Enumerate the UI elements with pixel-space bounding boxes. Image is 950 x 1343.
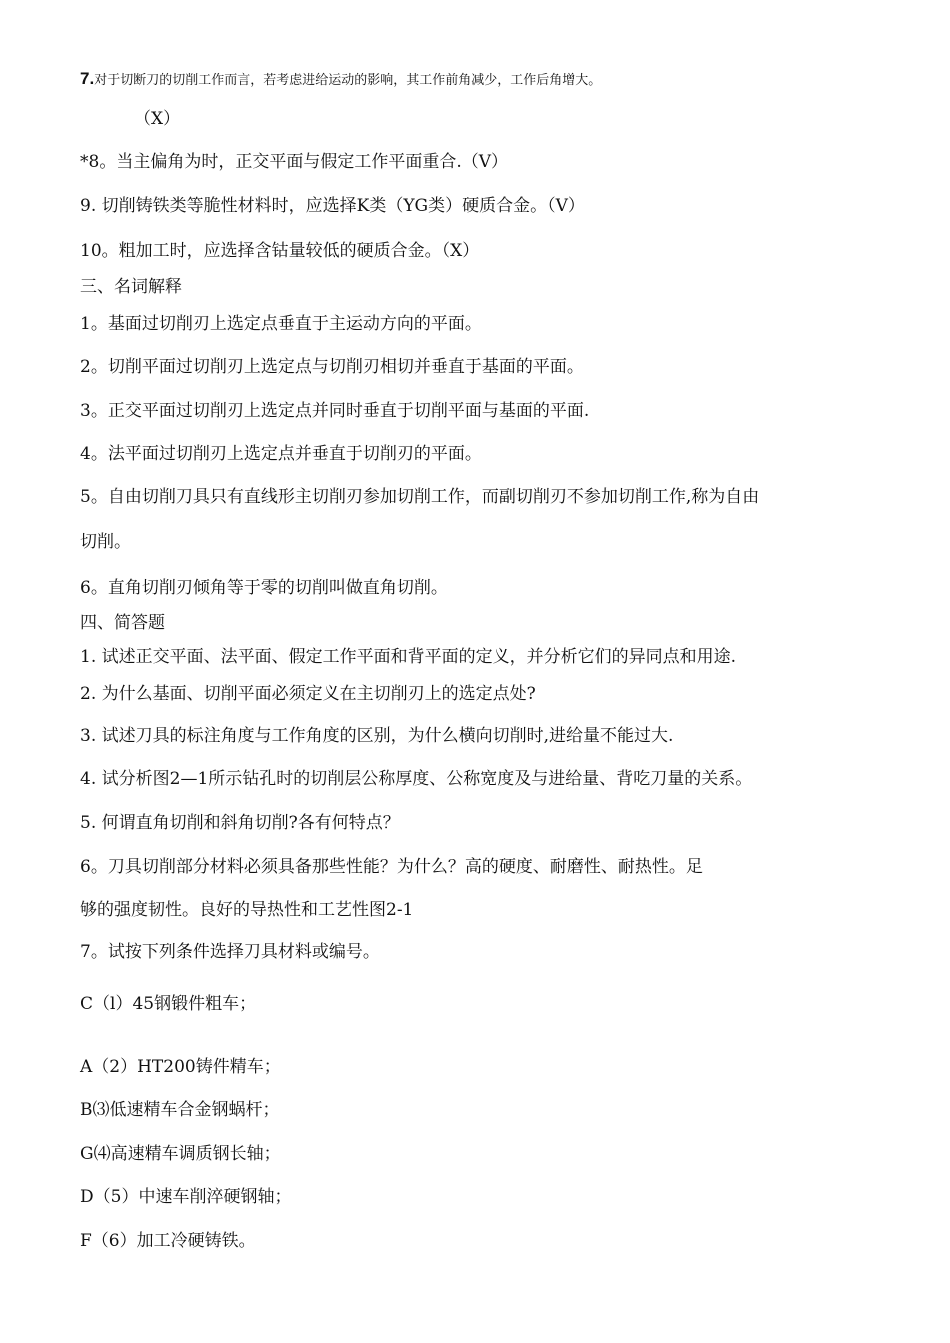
short-answer-item: 2. 为什么基面、切削平面必须定义在主切削刃上的选定点处? (80, 684, 536, 704)
question-7-text: 对于切断刀的切削工作而言，若考虑进给运动的影响，其工作前角减少，工作后角增大。 (94, 73, 602, 88)
short-answer-item: 5. 何谓直角切削和斜角切削?各有何特点？ (80, 813, 400, 833)
question-7 (80, 68, 601, 92)
question-7-number: 7. (80, 69, 95, 88)
short-answer-item-continuation: 够的强度韧性。良好的导热性和工艺性图2-1 (80, 900, 414, 920)
question-9: 9. 切削铸铁类等脆性材料时，应选择K类（YG类）硬质合金。（V） (80, 196, 585, 216)
option-item: C（l）45钢锻件粗车； (80, 994, 257, 1014)
short-answer-item: 7。试按下列条件选择刀具材料或编号。 (80, 942, 380, 962)
short-answer-item: 4. 试分析图2—1所示钻孔时的切削层公称厚度、公称宽度及与进给量、背吃刀量的关系。 (80, 769, 753, 789)
term-item: 3。正交平面过切削刃上选定点并同时垂直于切削平面与基面的平面. (80, 401, 590, 421)
option-item: A（2）HT200铸件精车； (80, 1057, 281, 1077)
option-item: B⑶低速精车合金钢蜗杆； (80, 1100, 280, 1120)
question-7-answer: （X） (134, 109, 181, 129)
short-answer-item: 3. 试述刀具的标注角度与工作角度的区别，为什么横向切削时,进给量不能过大. (80, 726, 674, 746)
term-item: 5。自由切削刀具只有直线形主切削刃参加切削工作，而副切削刃不参加切削工作,称为自由 (80, 487, 760, 507)
short-answer-item: 6。刀具切削部分材料必须具备那些性能？为什么？高的硬度、耐磨性、耐热性。足 (80, 857, 703, 877)
section-3-heading: 三、名词解释 (80, 277, 182, 297)
term-item: 6。直角切削刃倾角等于零的切削叫做直角切削。 (80, 578, 448, 598)
option-item: D（5）中速车削淬硬钢轴； (80, 1187, 292, 1207)
question-10: 10。粗加工时，应选择含钴量较低的硬质合金。（X） (80, 241, 480, 261)
term-item-continuation: 切削。 (80, 532, 131, 552)
section-4-heading: 四、简答题 (80, 613, 165, 633)
question-8: *8。当主偏角为时，正交平面与假定工作平面重合.（V） (80, 152, 508, 172)
short-answer-item: 1. 试述正交平面、法平面、假定工作平面和背平面的定义，并分析它们的异同点和用途. (80, 647, 737, 667)
term-item: 4。法平面过切削刃上选定点并垂直于切削刃的平面。 (80, 444, 482, 464)
term-item: 1。基面过切削刃上选定点垂直于主运动方向的平面。 (80, 314, 482, 334)
option-item: G⑷高速精车调质钢长轴； (80, 1144, 281, 1164)
term-item: 2。切削平面过切削刃上选定点与切削刃相切并垂直于基面的平面。 (80, 357, 584, 377)
option-item: F（6）加工冷硬铸铁。 (80, 1231, 256, 1251)
